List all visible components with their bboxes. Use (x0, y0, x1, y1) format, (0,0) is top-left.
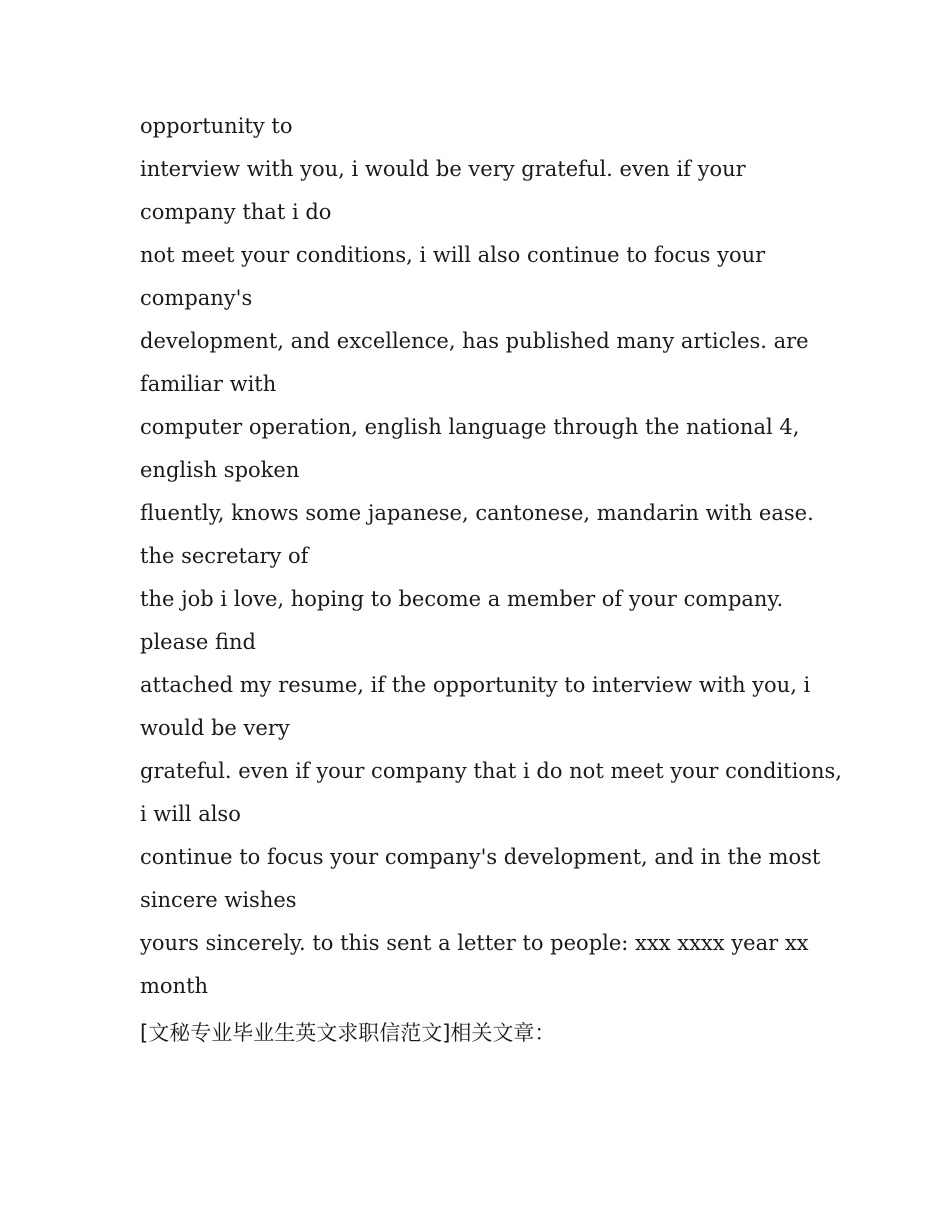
text-line: development, and excellence, has published many articles. are (140, 329, 809, 353)
text-line: the secretary of (140, 544, 309, 568)
text-line: would be very (140, 716, 290, 740)
text-line: i will also (140, 802, 241, 826)
text-line: grateful. even if your company that i do not meet your conditions, (140, 759, 842, 783)
text-line: month (140, 974, 209, 998)
text-line: please find (140, 630, 256, 654)
text-line: company's (140, 286, 253, 310)
text-line: the job i love, hoping to become a member of your company. (140, 587, 784, 611)
text-line: computer operation, english language through the national 4, (140, 415, 800, 439)
text-line: attached my resume, if the opportunity to interview with you, i (140, 673, 811, 697)
text-line: interview with you, i would be very grateful. even if your (140, 157, 746, 181)
letter-body (140, 105, 840, 1055)
related-articles-heading: [文秘专业毕业生英文求职信范文]相关文章： (140, 1021, 556, 1045)
text-line: sincere wishes (140, 888, 297, 912)
text-line: yours sincerely. to this sent a letter to people: xxx xxxx year xx (140, 931, 809, 955)
text-line: fluently, knows some japanese, cantonese, mandarin with ease. (140, 501, 814, 525)
text-line: company that i do (140, 200, 332, 224)
text-line: not meet your conditions, i will also continue to focus your (140, 243, 766, 267)
text-line: familiar with (140, 372, 277, 396)
text-line: opportunity to (140, 114, 293, 138)
text-line: continue to focus your company's development, and in the most (140, 845, 821, 869)
text-line: english spoken (140, 458, 300, 482)
